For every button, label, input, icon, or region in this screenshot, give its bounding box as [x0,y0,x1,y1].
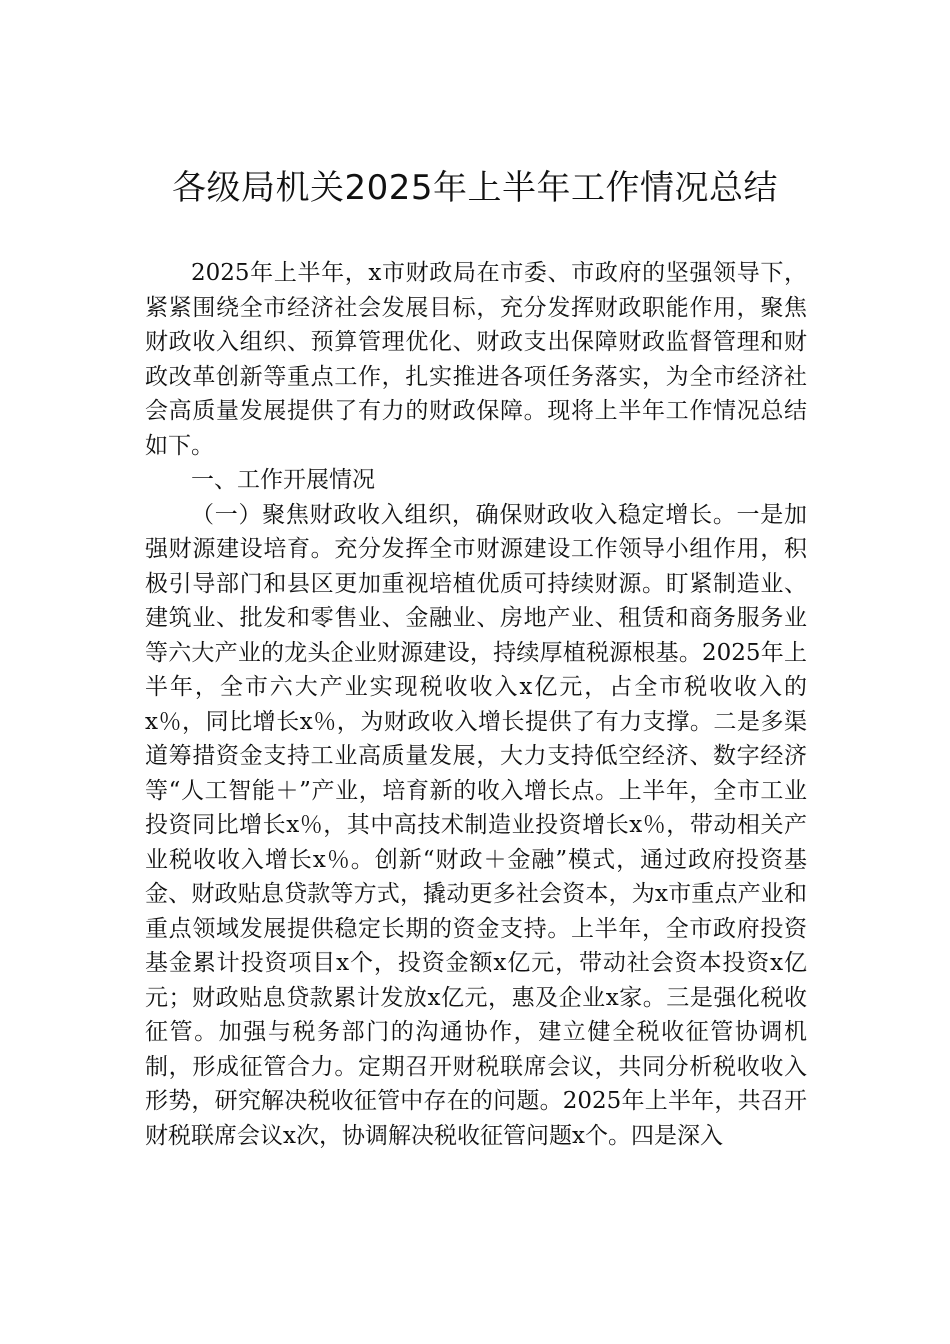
document-title: 各级局机关2025年上半年工作情况总结 [171,168,779,208]
document-body [145,256,807,1153]
section-heading: 一、工作开展情况 [191,467,375,493]
subsection-paragraph: （一）聚焦财政收入组织，确保财政收入稳定增长。一是加强财源建设培育。充分发挥全市财源建设工作领导小组作用，积极引导部门和县区更加重视培植优质可持续财源。盯紧制造业、建筑业、批发和零售业、金融业、房地产业、租赁和商务服务业等六大产业的龙头企业财源建设，持续厚植税源根基。2025年上半年，全市六大产业实现税收收入x亿元，占全市税收收入的x％，同比增长x％，为财政收入增长提供了有力支撑。二是多渠道筹措资金支持工业高质量发展，大力支持低空经济、数字经济等“人工智能＋”产业，培育新的收入增长点。上半年，全市工业投资同比增长x％，其中高技术制造业投资增长x％，带动相关产业税收收入增长x％。创新“财政＋金融”模式，通过政府投资基金、财政贴息贷款等方式，撬动更多社会资本，为x市重点产业和重点领域发展提供稳定长期的资金支持。上半年，全市政府投资基金累计投资项目x个，投资金额x亿元，带动社会资本投资x亿元；财政贴息贷款累计发放x亿元，惠及企业x家。三是强化税收征管。加强与税务部门的沟通协作，建立健全税收征管协调机制，形成征管合力。定期召开财税联席会议，共同分析税收收入形势，研究解决税收征管中存在的问题。2025年上半年，共召开财税联席会议x次，协调解决税收征管问题x个。四是深入 [145,501,807,1149]
intro-paragraph: 2025年上半年，x市财政局在市委、市政府的坚强领导下，紧紧围绕全市经济社会发展目标，充分发挥财政职能作用，聚焦财政收入组织、预算管理优化、财政支出保障财政监督管理和财政改革创新等重点工作，扎实推进各项任务落实，为全市经济社会高质量发展提供了有力的财政保障。现将上半年工作情况总结如下。 [145,260,807,459]
